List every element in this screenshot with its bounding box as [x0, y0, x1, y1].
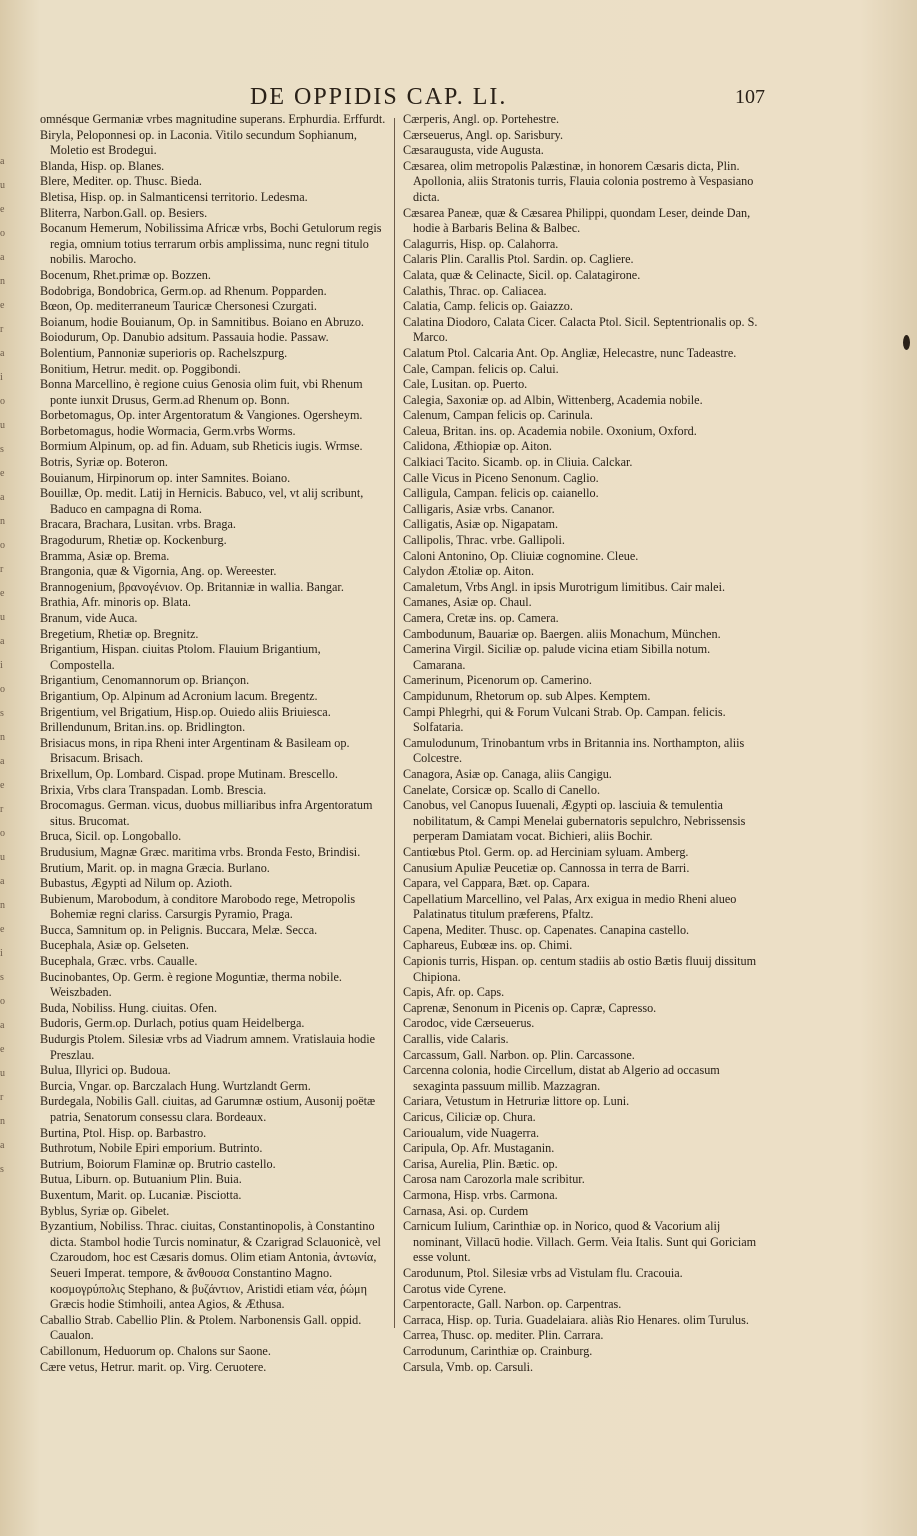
- gazetteer-entry: Bulua, Illyrici op. Budoua.: [40, 1063, 171, 1078]
- bleed-fragment: n: [0, 900, 5, 911]
- gazetteer-entry: Brathia, Afr. minoris op. Blata.: [40, 595, 191, 610]
- gazetteer-entry: Calidona, Æthiopiæ op. Aiton.: [403, 439, 552, 454]
- gazetteer-entry: Calkiaci Tacito. Sicamb. op. in Cliuia. Calckar.: [403, 455, 633, 470]
- gazetteer-entry: Calenum, Campan felicis op. Carinula.: [403, 408, 593, 423]
- bleed-fragment: i: [0, 372, 3, 383]
- gazetteer-entry: Bubienum, Marobodum, à conditore Marobodo rege, Metropolis Bohemiæ regni clariss. Carsurgis Pyramio, Praga.: [40, 891, 356, 922]
- left-column: [40, 112, 388, 1375]
- gazetteer-entry: Caleua, Britan. ins. op. Academia nobile. Oxonium, Oxford.: [403, 423, 697, 438]
- gazetteer-entry: Carpentoracte, Gall. Narbon. op. Carpentras.: [403, 1297, 622, 1312]
- gazetteer-entry: Calatina Diodoro, Calata Cicer. Calacta Ptol. Sicil. Septentrionalis op. S. Marco.: [403, 314, 758, 345]
- gazetteer-entry: Cariara, Vetustum in Hetruriæ littore op. Luni.: [403, 1094, 630, 1109]
- gazetteer-entry: Calata, quæ & Celinacte, Sicil. op. Calatagirone.: [403, 267, 641, 282]
- gazetteer-entry: Campidunum, Rhetorum op. sub Alpes. Kemptem.: [403, 688, 651, 703]
- gazetteer-entry: Bouillæ, Op. medit. Latij in Hernicis. Babuco, vel, vt alij scribunt, Baduco en campagna di Roma.: [40, 486, 364, 516]
- gazetteer-entry: Carsula, Vmb. op. Carsuli.: [403, 1359, 534, 1374]
- bleed-fragment: r: [0, 1092, 4, 1103]
- gazetteer-entry: Buda, Nobiliss. Hung. ciuitas. Ofen.: [40, 1000, 218, 1015]
- bleed-fragment: n: [0, 276, 5, 287]
- gazetteer-entry: Calagurris, Hisp. op. Calahorra.: [403, 236, 559, 251]
- gazetteer-entry: Calegia, Saxoniæ op. ad Albin, Wittenberg, Academia nobile.: [403, 392, 703, 407]
- bleed-fragment: o: [0, 228, 5, 239]
- gazetteer-entry: Brudusium, Magnæ Græc. maritima vrbs. Bronda Festo, Brindisi.: [40, 844, 361, 859]
- gazetteer-entry: Bolentium, Pannoniæ superioris op. Rachelszpurg.: [40, 345, 288, 360]
- gazetteer-entry: Campi Phlegrhi, qui & Forum Vulcani Strab. Op. Campan. felicis. Solfataria.: [403, 704, 726, 735]
- gazetteer-entry: Carallis, vide Calaris.: [403, 1032, 509, 1047]
- gazetteer-entry: Calydon Ætoliæ op. Aiton.: [403, 564, 535, 579]
- gazetteer-entry: Bucephala, Asiæ op. Gelseten.: [40, 938, 189, 953]
- gazetteer-entry: Carodoc, vide Cærseuerus.: [403, 1016, 535, 1031]
- gazetteer-entry: Budoris, Germ.op. Durlach, potius quam Heidelberga.: [40, 1016, 305, 1031]
- bleed-fragment: e: [0, 924, 5, 935]
- bleed-fragment: a: [0, 1020, 5, 1031]
- bleed-fragment: e: [0, 588, 5, 599]
- gazetteer-entry: Bregetium, Rhetiæ op. Bregnitz.: [40, 626, 199, 641]
- gazetteer-entry: Borbetomagus, hodie Wormacia, Germ.vrbs Worms.: [40, 423, 296, 438]
- bleed-fragment: n: [0, 516, 5, 527]
- gazetteer-entry: Bucinobantes, Op. Germ. è regione Moguntiæ, therma nobile. Weiszbaden.: [40, 969, 342, 1000]
- gazetteer-entry: Carisa, Aurelia, Plin. Bætic. op.: [403, 1156, 558, 1171]
- gazetteer-entry: Botris, Syriæ op. Boteron.: [40, 455, 168, 470]
- bleed-fragment: o: [0, 684, 5, 695]
- bleed-fragment: a: [0, 252, 5, 263]
- bleed-fragment: s: [0, 1164, 4, 1175]
- gazetteer-entry: Cæsarea, olim metropolis Palæstinæ, in honorem Cæsaris dicta, Plin. Apollonia, aliis Stratonis turris, Flauia colonia postremo à Vespasiano dicta.: [403, 158, 754, 204]
- gazetteer-entry: Brannogenium, βρανογένιον. Op. Britanniæ in wallia. Bangar.: [40, 579, 344, 594]
- bleed-fragment: a: [0, 1140, 5, 1151]
- bleed-fragment: i: [0, 948, 3, 959]
- bleed-fragment: u: [0, 1068, 5, 1079]
- gazetteer-entry: Canobus, vel Canopus Iuuenali, Ægypti op. lasciuia & temulentia nobilitatum, & Campi Menelai gubernatoris sepulchro, Nebrissensis perperam Damiatam vocat. Bichieri, aliis Bochir.: [403, 798, 746, 844]
- gazetteer-entry: Caballio Strab. Cabellio Plin. & Ptolem. Narbonensis Gall. oppid. Caualon.: [40, 1312, 362, 1343]
- gazetteer-entry: Bœon, Op. mediterraneum Tauricæ Chersonesi Czurgati.: [40, 299, 317, 314]
- gazetteer-entry: Carmona, Hisp. vrbs. Carmona.: [403, 1187, 558, 1202]
- gazetteer-entry: Burtina, Ptol. Hisp. op. Barbastro.: [40, 1125, 207, 1140]
- gazetteer-entry: Bocanum Hemerum, Nobilissima Africæ vrbs, Bochi Getulorum regis regia, omnium totius terrarum orbis amplissima, nunc regni titulo nobilis. Marocho.: [40, 221, 382, 267]
- gazetteer-entry: Carrea, Thusc. op. mediter. Plin. Carrara.: [403, 1328, 604, 1343]
- bleed-fragment: o: [0, 396, 5, 407]
- gazetteer-entry: Burdegala, Nobilis Gall. ciuitas, ad Garumnæ ostium, Ausonij poëtæ patria, Senatorum consessu clara. Bordeaux.: [40, 1094, 376, 1124]
- gazetteer-entry: Boianum, hodie Bouianum, Op. in Samnitibus. Boiano en Abruzo.: [40, 314, 364, 329]
- bleed-fragment: u: [0, 420, 5, 431]
- bleed-fragment: e: [0, 780, 5, 791]
- bleed-fragment: n: [0, 732, 5, 743]
- gazetteer-entry: Cabillonum, Heduorum op. Chalons sur Saone.: [40, 1343, 271, 1358]
- gazetteer-entry: Buxentum, Marit. op. Lucaniæ. Pisciotta.: [40, 1187, 242, 1202]
- bleed-fragment: r: [0, 804, 4, 815]
- gazetteer-entry: Butua, Liburn. op. Butuanium Plin. Buia.: [40, 1172, 242, 1187]
- gazetteer-entry: Bramma, Asiæ op. Brema.: [40, 548, 170, 563]
- bleed-fragment: a: [0, 756, 5, 767]
- gazetteer-entry: Burcia, Vngar. op. Barczalach Hung. Wurtzlandt Germ.: [40, 1078, 311, 1093]
- gazetteer-entry: Camulodunum, Trinobantum vrbs in Britannia ins. Northampton, aliis Colcestre.: [403, 735, 745, 766]
- bleed-fragment: u: [0, 612, 5, 623]
- chapter-title: DE OPPIDIS CAP. LI.: [250, 84, 508, 110]
- gazetteer-entry: Bodobriga, Bondobrica, Germ.op. ad Rhenum. Popparden.: [40, 283, 327, 298]
- gazetteer-entry: Cale, Campan. felicis op. Calui.: [403, 361, 559, 376]
- bleed-fragment: e: [0, 204, 5, 215]
- gazetteer-entry: Canusium Apuliæ Peucetiæ op. Cannossa in terra de Barri.: [403, 860, 690, 875]
- running-header: [0, 84, 917, 114]
- gazetteer-entry: Butrium, Boiorum Flaminæ op. Brutrio castello.: [40, 1156, 276, 1171]
- gazetteer-entry: Caphareus, Eubœæ ins. op. Chimi.: [403, 938, 573, 953]
- gazetteer-entry: Buthrotum, Nobile Epiri emporium. Butrinto.: [40, 1141, 263, 1156]
- gazetteer-entry: Callipolis, Thrac. vrbe. Gallipoli.: [403, 533, 565, 548]
- gazetteer-entry: Carcassum, Gall. Narbon. op. Plin. Carcassone.: [403, 1047, 635, 1062]
- bleed-fragment: o: [0, 540, 5, 551]
- gazetteer-entry: Cambodunum, Bauariæ op. Baergen. aliis Monachum, München.: [403, 626, 721, 641]
- gazetteer-entry: Brutium, Marit. op. in magna Græcia. Burlano.: [40, 860, 270, 875]
- gazetteer-entry: Byzantium, Nobiliss. Thrac. ciuitas, Constantinopolis, à Constantino dicta. Stambol hodie Turcis nominatur, & Czarigrad Sclauonicè, vel Czaroudom, hoc est Cæsaris domus. Olim etiam Antonia, ἀντωνία, Seueri Imperat. tempore, & ἄνθουσα Constantino Magno. κοσμογρύπολις Stephano, & βυζάντιον, Aristidi etiam νέα, ῥώμη Græcis hodie Stimhoili, antea Agios, & Æthusa.: [40, 1219, 381, 1312]
- gazetteer-entry: Bracara, Brachara, Lusitan. vrbs. Braga.: [40, 517, 236, 532]
- bleed-through-margin: [0, 150, 18, 1200]
- gazetteer-entry: Camaletum, Vrbs Angl. in ipsis Murotrigum limitibus. Cair malei.: [403, 579, 725, 594]
- gazetteer-entry: Byblus, Syriæ op. Gibelet.: [40, 1203, 170, 1218]
- gazetteer-entry: Boiodurum, Op. Danubio adsitum. Passauia hodie. Passaw.: [40, 330, 329, 345]
- gazetteer-entry: Canagora, Asiæ op. Canaga, aliis Cangigu.: [403, 766, 612, 781]
- gazetteer-entry: Bliterra, Narbon.Gall. op. Besiers.: [40, 205, 208, 220]
- gazetteer-entry: Calligatis, Asiæ op. Nigapatam.: [403, 517, 559, 532]
- gazetteer-entry: Capis, Afr. op. Caps.: [403, 985, 505, 1000]
- gazetteer-entry: Brocomagus. German. vicus, duobus milliaribus infra Argentoratum situs. Brucomat.: [40, 798, 373, 828]
- gazetteer-entry: Capionis turris, Hispan. op. centum stadiis ab ostio Bætis fluuij dissitum Chipiona.: [403, 954, 757, 984]
- gazetteer-entry: Bouianum, Hirpinorum op. inter Samnites. Boiano.: [40, 470, 291, 485]
- gazetteer-entry: Caprenæ, Senonum in Picenis op. Capræ, Capresso.: [403, 1000, 657, 1015]
- bleed-fragment: s: [0, 708, 4, 719]
- gazetteer-entry: Carrodunum, Carinthiæ op. Crainburg.: [403, 1343, 593, 1358]
- bleed-fragment: e: [0, 300, 5, 311]
- gazetteer-entry: Bletisa, Hisp. op. in Salmanticensi territorio. Ledesma.: [40, 189, 308, 204]
- gazetteer-entry: Carnicum Iulium, Carinthiæ op. in Norico, quod & Vacorium alij nominant, Villacū hodie. Villach. Germ. Veia Italis. Sunt qui Goriciam esse volunt.: [403, 1219, 757, 1265]
- gazetteer-entry: Camanes, Asiæ op. Chaul.: [403, 595, 532, 610]
- gazetteer-entry: Bucephala, Græc. vrbs. Caualle.: [40, 954, 198, 969]
- gazetteer-entry: Brigantium, Op. Alpinum ad Acronium lacum. Bregentz.: [40, 688, 318, 703]
- gazetteer-entry: Branum, vide Auca.: [40, 611, 138, 625]
- gazetteer-entry: Brigantium, Hispan. ciuitas Ptolom. Flauium Brigantium, Compostella.: [40, 642, 321, 672]
- bleed-fragment: o: [0, 996, 5, 1007]
- gazetteer-entry: Caricus, Ciliciæ op. Chura.: [403, 1110, 536, 1124]
- bleed-fragment: o: [0, 828, 5, 839]
- gazetteer-entry: Bucca, Samnitum op. in Pelignis. Buccara, Melæ. Secca.: [40, 922, 318, 937]
- binding-hole-mark: [903, 335, 910, 350]
- gazetteer-entry: Calligaris, Asiæ vrbs. Cananor.: [403, 501, 555, 516]
- gazetteer-entry: Cantiœbus Ptol. Germ. op. ad Herciniam syluam. Amberg.: [403, 844, 689, 859]
- gazetteer-entry: Carraca, Hisp. op. Turia. Guadelaiara. aliàs Rio Henares. olim Turulus.: [403, 1312, 749, 1327]
- gazetteer-entry: Brigantium, Cenomannorum op. Briançon.: [40, 673, 250, 688]
- bleed-fragment: i: [0, 660, 3, 671]
- bleed-fragment: r: [0, 324, 4, 335]
- gazetteer-entry: Cæsaraugusta, vide Augusta.: [403, 143, 544, 158]
- gazetteer-entry: Calaris Plin. Carallis Ptol. Sardin. op. Cagliere.: [403, 252, 634, 267]
- gazetteer-entry: Biryla, Peloponnesi op. in Laconia. Vitilo secundum Sophianum, Moletio est Brodegui.: [40, 127, 357, 158]
- gazetteer-entry: Bubastus, Ægypti ad Nilum op. Azioth.: [40, 876, 233, 891]
- bleed-fragment: a: [0, 348, 5, 359]
- gazetteer-entry: Bocenum, Rhet.primæ op. Bozzen.: [40, 267, 211, 282]
- gazetteer-entry: Brigentium, vel Brigatium, Hisp.op. Ouiedo aliis Briuiesca.: [40, 704, 331, 719]
- gazetteer-entry: Camerina Virgil. Siciliæ op. palude vicina etiam Sibilla notum. Camarana.: [403, 642, 711, 672]
- gazetteer-entry: Bruca, Sicil. op. Longoballo.: [40, 829, 182, 844]
- gazetteer-entry: Calathis, Thrac. op. Caliacea.: [403, 283, 547, 298]
- gazetteer-entry: Camerinum, Picenorum op. Camerino.: [403, 673, 592, 688]
- bleed-fragment: u: [0, 180, 5, 191]
- gazetteer-entry: Caloni Antonino, Op. Cliuiæ cognomine. Cleue.: [403, 548, 639, 563]
- gazetteer-entry: Bonna Marcellino, è regione cuius Genosia olim fuit, vbi Rhenum ponte iunxit Drusus, Germ.ad Rhenum op. Bonn.: [40, 377, 363, 407]
- bleed-fragment: n: [0, 1116, 5, 1127]
- bleed-fragment: u: [0, 852, 5, 863]
- gazetteer-entry: Calligula, Campan. felicis op. caianello.: [403, 486, 599, 501]
- right-column: [403, 112, 765, 1375]
- gazetteer-entry: Carotus vide Cyrene.: [403, 1281, 507, 1296]
- page-number: 107: [735, 86, 765, 108]
- gazetteer-entry: omnésque Germaniæ vrbes magnitudine superans. Erphurdia. Erffurdt.: [40, 112, 386, 126]
- gazetteer-entry: Capellatium Marcellino, vel Palas, Arx exigua in medio Rheni alueo Palatinatus titulum præferens, Pfaltz.: [403, 891, 737, 922]
- gazetteer-entry: Canelate, Corsicæ op. Scallo di Canello.: [403, 782, 600, 797]
- gazetteer-entry: Bragodurum, Rhetiæ op. Kockenburg.: [40, 533, 227, 548]
- gazetteer-entry: Carodunum, Ptol. Silesiæ vrbs ad Vistulam flu. Cracouia.: [403, 1265, 683, 1280]
- bleed-fragment: a: [0, 636, 5, 647]
- gazetteer-entry: Caripula, Op. Afr. Mustaganin.: [403, 1141, 555, 1156]
- gazetteer-entry: Calatia, Camp. felicis op. Gaiazzo.: [403, 299, 573, 314]
- gazetteer-entry: Capara, vel Cappara, Bæt. op. Capara.: [403, 876, 590, 891]
- bleed-fragment: a: [0, 492, 5, 503]
- gazetteer-entry: Brisiacus mons, in ripa Rheni inter Argentinam & Basileam op. Brisacum. Brisach.: [40, 735, 350, 766]
- bleed-fragment: e: [0, 1044, 5, 1055]
- gazetteer-entry: Calle Vicus in Piceno Senonum. Caglio.: [403, 470, 599, 485]
- gazetteer-entry: Brangonia, quæ & Vigornia, Ang. op. Wereester.: [40, 564, 277, 579]
- column-divider: [394, 118, 395, 1328]
- bleed-fragment: s: [0, 972, 4, 983]
- gazetteer-entry: Cærperis, Angl. op. Portehestre.: [403, 112, 560, 126]
- gazetteer-entry: Carnasa, Asi. op. Curdem: [403, 1203, 529, 1218]
- gazetteer-entry: Cale, Lusitan. op. Puerto.: [403, 377, 528, 392]
- bleed-fragment: a: [0, 876, 5, 887]
- gazetteer-entry: Brillendunum, Britan.ins. op. Bridlington.: [40, 720, 246, 735]
- bleed-fragment: s: [0, 444, 4, 455]
- gazetteer-entry: Cærseuerus, Angl. op. Sarisbury.: [403, 127, 564, 142]
- bleed-fragment: e: [0, 468, 5, 479]
- gazetteer-entry: Borbetomagus, Op. inter Argentoratum & Vangiones. Ogersheym.: [40, 408, 363, 423]
- gazetteer-entry: Blanda, Hisp. op. Blanes.: [40, 158, 165, 173]
- bleed-fragment: r: [0, 564, 4, 575]
- gazetteer-entry: Cære vetus, Hetrur. marit. op. Virg. Ceruotere.: [40, 1359, 267, 1374]
- gazetteer-entry: Bormium Alpinum, op. ad fin. Aduam, sub Rheticis iugis. Wrmse.: [40, 439, 363, 454]
- gazetteer-entry: Capena, Mediter. Thusc. op. Capenates. Canapina castello.: [403, 922, 690, 937]
- gazetteer-entry: Bonitium, Hetrur. medit. op. Poggibondi.: [40, 361, 241, 376]
- gazetteer-entry: Carcenna colonia, hodie Circellum, distat ab Algerio ad occasum sexaginta passuum millib. Mazzagran.: [403, 1063, 720, 1093]
- gazetteer-entry: Calatum Ptol. Calcaria Ant. Op. Angliæ, Helecastre, nunc Tadeastre.: [403, 345, 737, 360]
- gazetteer-entry: Brixia, Vrbs clara Transpadan. Lomb. Brescia.: [40, 782, 267, 797]
- gazetteer-entry: Brixellum, Op. Lombard. Cispad. prope Mutinam. Brescello.: [40, 766, 338, 781]
- gazetteer-entry: Carioualum, vide Nuagerra.: [403, 1125, 540, 1140]
- gazetteer-entry: Cæsarea Paneæ, quæ & Cæsarea Philippi, quondam Leser, deinde Dan, hodie à Barbaris Belina & Balbec.: [403, 205, 751, 236]
- gazetteer-entry: Carosa nam Carozorla male scribitur.: [403, 1172, 585, 1187]
- gazetteer-entry: Budurgis Ptolem. Silesiæ vrbs ad Viadrum amnem. Vratislauia hodie Preszlau.: [40, 1032, 376, 1062]
- bleed-fragment: a: [0, 156, 5, 167]
- gazetteer-entry: Blere, Mediter. op. Thusc. Bieda.: [40, 174, 202, 189]
- gazetteer-entry: Camera, Cretæ ins. op. Camera.: [403, 611, 559, 625]
